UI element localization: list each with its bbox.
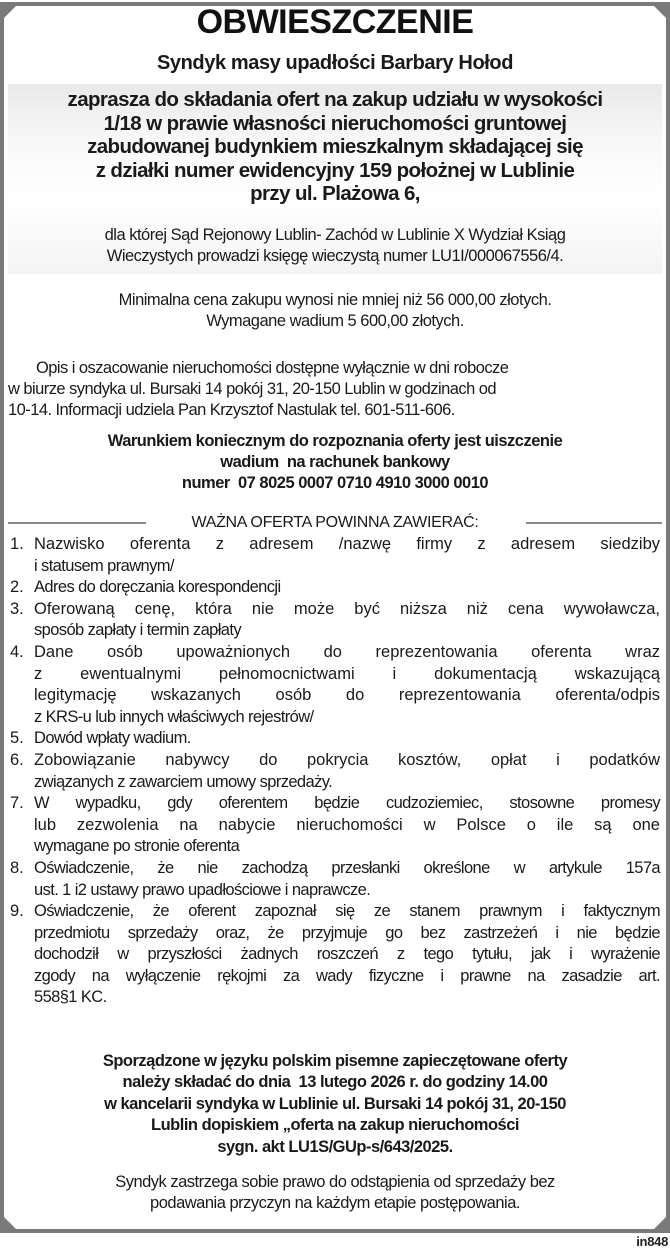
submission-line: w kancelarii syndyka w Lublinie ul. Bursaki 14 pokój 31, 20-150 <box>104 1094 566 1113</box>
description-line: w biurze syndyka ul. Bursaki 14 pokój 31, 20-150 Lublin w godzinach od <box>8 380 496 398</box>
reservation-paragraph <box>6 1172 664 1214</box>
item-number: 7. <box>10 794 24 813</box>
reservation-line: Syndyk zastrzega sobie prawo do odstąpienia od sprzedaży bez <box>115 1173 555 1191</box>
item-line: Oświadczenie, że oferent zapoznał się ze stanem prawnym i faktycznym <box>34 902 660 921</box>
lead-line: przy ul. Plażowa 6, <box>250 182 420 205</box>
item-number: 2. <box>10 578 24 597</box>
reservation-line: podawania przyczyn na każdym etapie postępowania. <box>150 1194 520 1212</box>
item-line: związanych z zawarciem umowy sprzedaży. <box>34 772 333 791</box>
frame-corner-bottom-left <box>0 1213 20 1233</box>
item-line: z KRS-u lub innych właściwych rejestrów/ <box>34 707 314 726</box>
item-line: Dane osób upoważnionych do reprezentowania oferenta wraz <box>34 642 660 661</box>
requirement-item <box>10 534 660 577</box>
item-line: Nazwisko oferenta z adresem /nazwę firmy z adresem siedziby <box>34 535 660 553</box>
item-line: lub zezwolenia na nabycie nieruchomości w Polsce o ile są one <box>34 815 660 834</box>
item-line: Dowód wpłaty wadium. <box>34 729 191 748</box>
item-number: 6. <box>10 750 24 769</box>
requirement-item <box>10 750 660 793</box>
submission-line: Sporządzone w języku polskim pisemne zapieczętowane oferty <box>102 1052 568 1070</box>
lead-line: zabudowanej budynkiem mieszkalnym składającej się <box>87 135 583 158</box>
bank-account-line: numer 07 8025 0007 0710 4910 3000 0010 <box>181 474 489 492</box>
item-line: Oświadczenie, że nie zachodzą przesłanki określone w artykule 157a <box>34 858 660 877</box>
requirement-item <box>10 901 660 1009</box>
deposit-condition-line: Warunkiem koniecznym do rozpoznania oferty jest uiszczenie <box>107 432 563 450</box>
item-line: Oferowaną cenę, która nie może być niższa niż cena wywoławcza, <box>34 599 660 618</box>
minimum-price-line: Minimalna cena zakupu wynosi nie mniej niż 56 000,00 złotych. <box>118 291 552 309</box>
item-number: 8. <box>10 858 24 877</box>
item-number: 3. <box>10 599 24 618</box>
item-number: 9. <box>10 902 24 921</box>
item-line: Zobowiązanie nabywcy do pokrycia kosztów, opłat i podatków <box>34 750 660 769</box>
land-register-line: Wieczystych prowadzi księgę wieczystą numer LU1I/000067556/4. <box>106 247 564 265</box>
item-line: wymagane po stronie oferenta <box>34 837 240 856</box>
requirement-item <box>10 793 660 858</box>
deposit-condition-line: wadium na rachunek bankowy <box>220 453 450 471</box>
lead-line: zaprasza do składania ofert na zakup udziału w wysokości <box>67 88 603 111</box>
frame-corner-bottom-right <box>650 1213 670 1233</box>
description-paragraph <box>8 358 662 421</box>
item-line: zgody na wyłączenie rękojmi za wady fizyczne i prawne na zasadzie art. <box>34 966 660 985</box>
item-line: ust. 1 i2 ustawy prawo upadłościowe i naprawcze. <box>34 880 371 899</box>
submission-paragraph <box>6 1051 664 1158</box>
submission-deadline-line: należy składać do dnia 13 lutego 2026 r. do godziny 14.00 <box>122 1073 548 1092</box>
requirement-item <box>10 728 660 750</box>
item-line: z ewentualnymi pełnomocnictwami i dokumentacją wskazującą <box>34 664 660 683</box>
deposit-condition-paragraph <box>6 431 664 494</box>
lead-paragraph <box>6 88 664 206</box>
description-line: 10-14. Informacji udziela Pan Krzysztof Nastulak tel. 601-511-606. <box>8 401 455 419</box>
item-line: sposób zapłaty i termin zapłaty <box>34 621 242 640</box>
item-line: przedmiotu sprzedaży oraz, że przyjmuje go bez zastrzeżeń i nie będzie <box>34 923 660 942</box>
item-line: W wypadku, gdy oferentem będzie cudzoziemiec, stosowne promesy <box>34 794 660 813</box>
item-line: i statusem prawnym/ <box>34 556 174 575</box>
requirements-list <box>10 534 660 1009</box>
separator-rule-right <box>526 522 662 524</box>
item-number: 1. <box>10 535 24 553</box>
land-register-line: dla której Sąd Rejonowy Lublin- Zachód w Lublinie X Wydział Ksiąg <box>104 226 566 244</box>
ad-code: in848 <box>636 1234 668 1249</box>
requirements-heading: WAŻNA OFERTA POWINNA ZAWIERAĆ: <box>191 514 479 531</box>
price-paragraph <box>6 290 664 332</box>
requirement-item <box>10 642 660 728</box>
submission-line: Lublin dopiskiem „oferta na zakup nieruchomości <box>151 1116 519 1135</box>
item-number: 5. <box>10 729 24 748</box>
land-register-paragraph <box>6 225 664 267</box>
requirement-item <box>10 577 660 599</box>
notice-title: OBWIESZCZENIE <box>196 3 474 41</box>
requirement-item <box>10 858 660 901</box>
case-reference-line: sygn. akt LU1S/GUp-s/643/2025. <box>217 1137 453 1156</box>
item-line: Adres do doręczania korespondencji <box>34 578 281 597</box>
item-line: dochodził w przyszłości żadnych roszczeń z tego tytułu, jak i wyrażenie <box>34 945 660 964</box>
item-line: 558§1 KC. <box>34 988 107 1007</box>
requirement-item <box>10 599 660 642</box>
requirements-separator <box>8 512 662 534</box>
description-line: Opis i oszacowanie nieruchomości dostępne wyłącznie w dni robocze <box>36 359 509 377</box>
deposit-line: Wymagane wadium 5 600,00 złotych. <box>206 312 464 330</box>
item-line: legitymację wskazanych osób do reprezentowania oferenta/odpis <box>34 686 660 705</box>
notice-subtitle: Syndyk masy upadłości Barbary Hołod <box>156 52 514 74</box>
lead-line: z działki numer ewidencyjny 159 położnej w Lublinie <box>95 158 575 182</box>
lead-line: 1/18 w prawie własności nieruchomości gruntowej <box>103 111 567 135</box>
item-number: 4. <box>10 642 24 661</box>
